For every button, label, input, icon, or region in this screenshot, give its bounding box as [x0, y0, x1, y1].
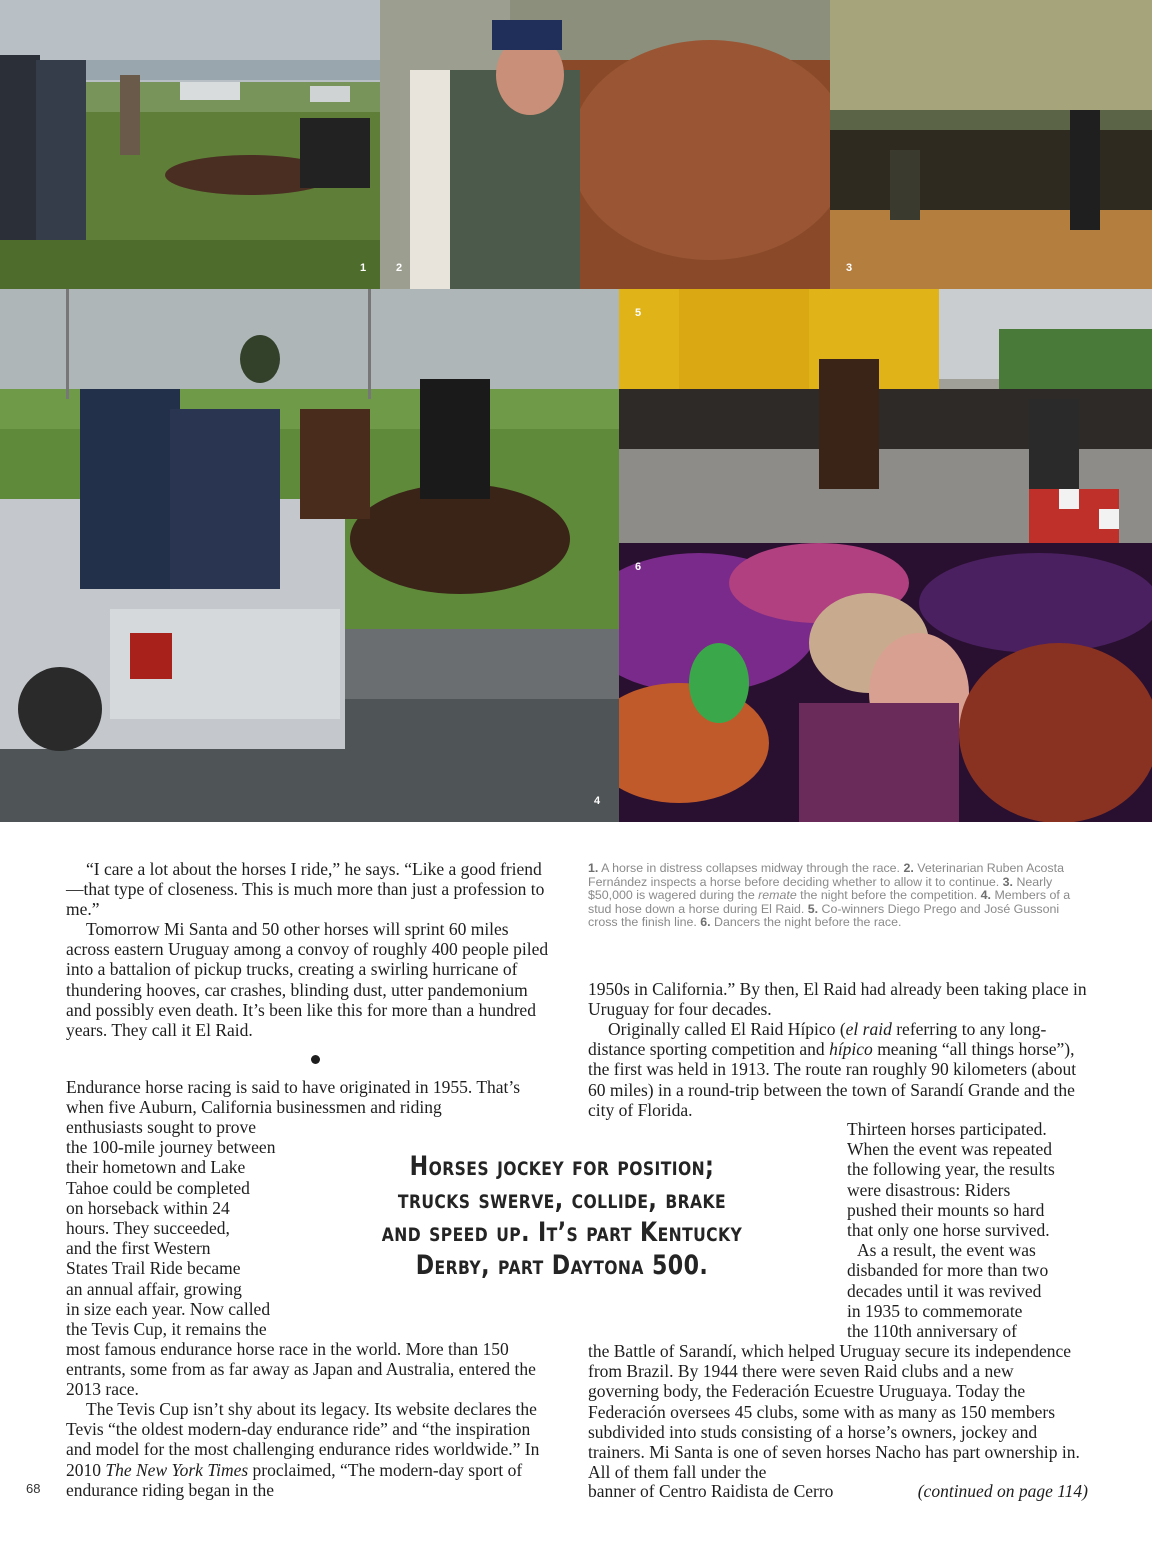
text-line: pushed their mounts so hard [847, 1199, 1045, 1220]
continued-note: (continued on page 114) [917, 1481, 1088, 1501]
page-number: 68 [26, 1481, 41, 1496]
text-line: disbanded for more than two [847, 1260, 1049, 1281]
text-line: States Trail Ride became [66, 1258, 241, 1279]
text-line: in size each year. Now called [66, 1298, 271, 1319]
pull-quote [350, 1150, 773, 1282]
text-line: an annual affair, growing [66, 1278, 242, 1299]
right-paragraph-1: 1950s in California.” By then, El Raid had already been taking place in Uruguay for four decades. [588, 979, 1087, 1020]
pull-quote-line: and speed up. It’s part Kentucky [381, 1217, 743, 1248]
photo-hose-down [0, 289, 619, 822]
text-line: and the first Western [66, 1238, 211, 1259]
text-line: in 1935 to commemorate [847, 1300, 1023, 1321]
text-line: the 110th anniversary of [847, 1321, 1017, 1342]
photo-number: 5 [635, 307, 642, 319]
photo-caption: 1. A horse in distress collapses midway through the race. 2. Veterinarian Ruben Acosta Fernández inspects a horse before deciding whether to allow it to continue. 3. Nearly $50,000 is wagered during the remate the night before the competition. 4. Members of a stud hose down a horse during El Raid. 5. Co-winners Diego Prego and José Gussoni cross the finish line. 6. Dancers the night before the race. [588, 861, 1071, 930]
text-line: As a result, the event was [857, 1240, 1036, 1261]
text-line: the Tevis Cup, it remains the [66, 1319, 267, 1340]
text-line: When the event was repeated [847, 1139, 1053, 1160]
photo-collapsed-horse [0, 0, 380, 289]
left-paragraph-3-wrap [66, 1117, 316, 1339]
right-paragraph-2: Originally called El Raid Hípico (el raid referring to any long-distance sporting competition and hípico meaning “all things horse”), the first was held in 1913. The route ran roughly 90 kilometers (about 60 miles) in a round-trip between the town of Sarandí Grande and the city of Florida. [588, 1019, 1077, 1120]
left-paragraph-3a: Endurance horse racing is said to have originated in 1955. That’s when five Auburn, California businessmen and riding [66, 1077, 521, 1118]
text-line: Tahoe could be completed [66, 1177, 250, 1198]
photo-auction-hall [830, 0, 1152, 289]
pull-quote-line: Derby, part Daytona 500. [415, 1250, 709, 1281]
photo-number: 2 [396, 262, 403, 274]
text-line: on horseback within 24 [66, 1197, 230, 1218]
photo-number: 1 [360, 262, 367, 274]
photo-number: 4 [594, 795, 601, 807]
right-paragraph-4: the Battle of Sarandí, which helped Uruguay secure its independence from Brazil. By 1944 there were seven Raid clubs and a new governing body, the Federación Ecuestre Uruguaya. Today the Federación oversees 45 clubs, some with as many as 150 members subdivided into studs consisting of a horse’s owners, jockey and trainers. Mi Santa is one of seven horses Nacho has part ownership in. All of them fall under the [588, 1341, 1080, 1483]
photo-number: 3 [846, 262, 853, 274]
photo-finish-line [619, 289, 1152, 543]
photo-number: 6 [635, 561, 642, 573]
text-line: that only one horse survived. [847, 1220, 1050, 1241]
right-paragraph-3-wrap [847, 1119, 1087, 1341]
pull-quote-line: Horses jockey for position; [409, 1151, 715, 1182]
left-paragraph-3b: most famous endurance horse race in the world. More than 150 entrants, some from as far away as Japan and Australia, entered the 2013 race. [66, 1339, 536, 1400]
right-last-line: banner of Centro Raidista de Cerro (continued on page 114) [588, 1481, 1088, 1501]
left-paragraph-2: Tomorrow Mi Santa and 50 other horses will sprint 60 miles across eastern Uruguay among a convoy of roughly 400 people piled into a battalion of pickup trucks, creating a swirling hurricane of thundering hooves, car crashes, blinding dust, utter pandemonium and possibly even death. It’s been like this for more than a hundred years. They call it El Raid. [66, 919, 549, 1041]
pull-quote-line: trucks swerve, collide, brake [397, 1184, 727, 1215]
photo-veterinarian [380, 0, 830, 289]
left-paragraph-4: The Tevis Cup isn’t shy about its legacy. Its website declares the Tevis “the oldest modern-day endurance ride” and “the inspiration and model for the most challenging endurance rides worldwide.” In 2010 The New York Times proclaimed, “The modern-day sport of endurance riding began in the [66, 1399, 540, 1500]
text-line: Thirteen horses participated. [847, 1119, 1047, 1139]
left-paragraph-1: “I care a lot about the horses I ride,” he says. “Like a good friend—that type of closeness. This is much more than just a profession to me.” [66, 859, 545, 920]
section-bullet [311, 1055, 320, 1064]
text-line: enthusiasts sought to prove [66, 1117, 257, 1137]
text-line: were disastrous: Riders [847, 1179, 1011, 1200]
text-line: the 100-mile journey between [66, 1137, 276, 1158]
text-line: decades until it was revived [847, 1280, 1042, 1301]
text-line: the following year, the results [847, 1159, 1055, 1180]
text-line: hours. They succeeded, [66, 1218, 230, 1239]
photo-dancers [619, 543, 1152, 822]
text-line: their hometown and Lake [66, 1157, 246, 1178]
